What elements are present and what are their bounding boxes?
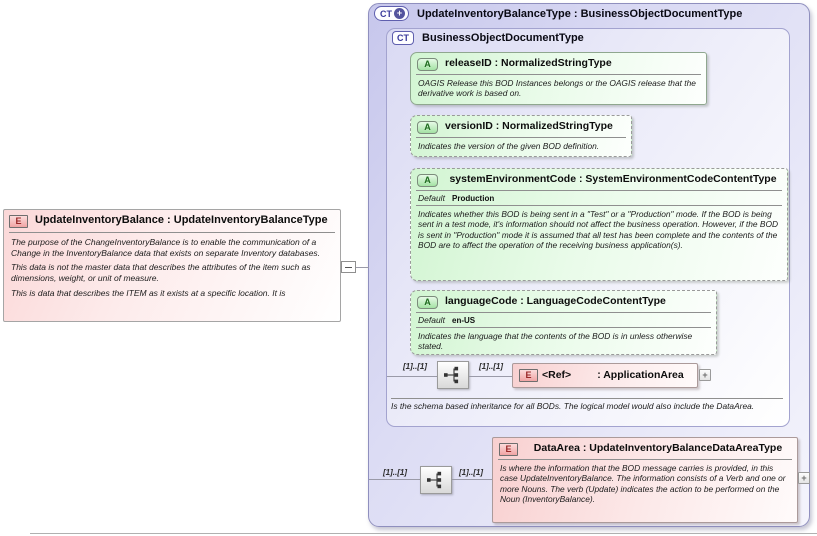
attribute-title: releaseID : NormalizedStringType [445,57,612,69]
outer-title: UpdateInventoryBalanceType : BusinessObjectDocumentType [417,7,743,20]
attribute-badge-icon: A [417,121,438,134]
attribute-badge-icon: A [417,296,438,309]
attribute-badge-icon: A [417,174,438,187]
expand-application-area-button[interactable]: + [699,369,711,381]
default-row [411,314,716,326]
element-ref-name: <Ref> [542,369,572,381]
ct-badge-label: CT [380,8,392,19]
attribute-releaseID[interactable] [410,52,707,105]
cardinality-label: [1]..[1] [403,362,427,371]
collapse-icon[interactable] [341,261,356,273]
page-border-line [30,533,817,534]
default-value: Production [452,194,495,203]
attribute-badge-icon: A [417,58,438,71]
attribute-description: Indicates whether this BOD is being sent in a "Test" or a "Production" mode. If the BOD is being sent in a test mode, it's information should not affect the business operation. However, if the BOD is sent in "Production" mode it is assumed that all test has been complete and the contents of the BOD are to affect the operation of the receiving business application(s). [418,209,779,251]
connector-line [387,376,437,377]
default-value: en-US [452,316,476,325]
complex-type-icon [392,31,414,45]
divider [9,232,335,233]
attribute-systemEnvironmentCode[interactable] [410,168,788,281]
element-data-area[interactable] [492,437,798,523]
element-update-inventory-balance[interactable] [3,209,341,322]
complex-type-extension-icon [374,6,409,21]
outer-header [374,6,742,21]
cardinality-label: [1]..[1] [459,468,483,477]
attribute-description: Indicates the version of the given BOD definition. [418,141,600,151]
inner-title: BusinessObjectDocumentType [422,32,584,44]
inner-header [392,31,584,45]
element-badge-icon: E [9,215,28,228]
element-badge-icon: E [519,369,538,382]
attribute-title: systemEnvironmentCode : SystemEnvironmentCodeContentType [449,173,777,185]
connector-line [356,267,369,268]
connector-line [369,479,420,480]
default-row [411,192,787,204]
ct-badge-label: CT [397,33,409,43]
sequence-compositor-icon[interactable] [420,466,452,494]
connector-line [469,376,512,377]
attribute-description: Indicates the language that the contents of the BOD is in unless otherwise stated. [418,331,693,352]
attribute-title: languageCode : LanguageCodeContentType [445,295,666,307]
inner-footer-note: Is the schema based inheritance for all BODs. The logical model would also include the DataArea. [391,401,755,411]
cardinality-label: [1]..[1] [479,362,503,371]
element-description: Is where the information that the BOD message carries is provided, in this case UpdateInventoryBalance. The information consists of a Verb and one or more Nouns. The verb (Update) indicates the action to be performed on the Noun (InventoryBalance). [500,463,786,505]
element-badge-icon: E [499,443,518,456]
element-title: UpdateInventoryBalance : UpdateInventoryBalanceType [35,214,328,226]
element-description-paragraph: The purpose of the ChangeInventoryBalance is to enable the communication of a Change in the InventoryBalance data that exists on separate Inventory databases. [11,237,321,258]
element-ref-application-area[interactable] [512,363,698,388]
element-ref-type: : ApplicationArea [597,369,684,381]
divider [416,190,782,191]
attribute-versionID[interactable] [410,115,632,157]
default-label: Default [418,315,445,325]
sequence-compositor-icon[interactable] [437,361,469,389]
extension-plus-icon: + [394,8,405,19]
attribute-title: versionID : NormalizedStringType [445,120,613,132]
divider [416,327,711,328]
divider [498,459,792,460]
sequence-glyph [442,365,464,385]
divider [416,74,701,75]
expand-data-area-button[interactable]: + [798,472,810,484]
cardinality-label: [1]..[1] [383,468,407,477]
element-description-paragraph: This is data that describes the ITEM as it exists at a specific location. It is [11,287,286,298]
sequence-glyph [425,470,447,490]
divider [391,398,783,399]
attribute-languageCode[interactable] [410,290,717,355]
element-description-paragraph: This data is not the master data that describes the attributes of the item such as dimensions, weight, or unit of measure. [11,262,311,283]
connector-line [452,479,492,480]
divider [416,205,782,206]
divider [416,137,626,138]
divider [416,312,711,313]
default-label: Default [418,193,445,203]
element-title: DataArea : UpdateInventoryBalanceDataAreaType [533,442,783,454]
attribute-description: OAGIS Release this BOD Instances belongs or the OAGIS release that the derivative work is based on. [418,78,696,99]
